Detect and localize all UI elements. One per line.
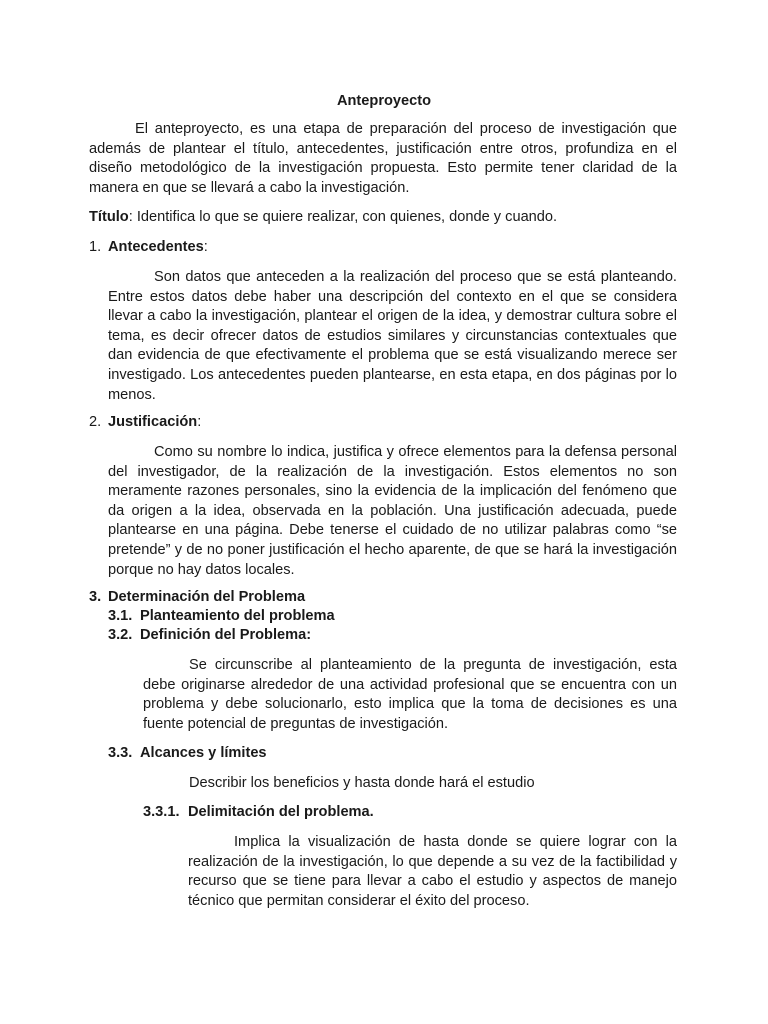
- sub331-heading: [143, 803, 374, 823]
- sub3-heading: [108, 744, 267, 764]
- determinacion-label: Determinación del Problema: [108, 589, 306, 605]
- intro-paragraph: El anteproyecto, es una etapa de preparación del proceso de investigación que además de plantear el título, antecedentes, justificación entre otros, profundiza en el diseño metodológico de la investigación propuesta. Esto permite tener claridad de la manera en que se llevará a cabo la investigación.: [89, 121, 677, 196]
- justificacion-number: 2.: [89, 414, 102, 430]
- justificacion-paragraph: Como su nombre lo indica, justifica y ofrece elementos para la defensa personal del investigador, de la realización de la investigación. Estos elementos no son meramente razones personales, sino la evidencia de la implicación del fenómeno que da origen a la idea, observada en la población. Una justificación adecuada, puede plantearse en una página. Debe tenerse el cuidado de no utilizar palabras como “se pretende” y de no poner justificación el hecho aparente, de que se hará la investigación porque no hay datos locales.: [108, 444, 677, 578]
- sub331-number: 3.3.1.: [143, 804, 180, 820]
- antecedentes-heading: [89, 238, 208, 258]
- justificacion-label: Justificación: [108, 414, 198, 430]
- antecedentes-number: 1.: [89, 239, 102, 255]
- titulo-text: : Identifica lo que se quiere realizar, con quienes, donde y cuando.: [128, 209, 558, 225]
- sub2-label: Definición del Problema:: [140, 627, 312, 643]
- sub2-number: 3.2.: [108, 627, 133, 643]
- sub3-label: Alcances y límites: [140, 745, 267, 761]
- sub1-heading: [108, 607, 335, 627]
- titulo-line: [89, 208, 557, 228]
- sub2-heading: [108, 626, 311, 646]
- sub331-label: Delimitación del problema.: [188, 804, 374, 820]
- justificacion-colon: :: [197, 414, 202, 430]
- page-title: Anteproyecto: [336, 93, 432, 109]
- sub3-text: Describir los beneficios y hasta donde hará el estudio: [189, 775, 535, 791]
- sub1-label: Planteamiento del problema: [140, 608, 335, 624]
- antecedentes-label: Antecedentes: [108, 239, 204, 255]
- sub1-number: 3.1.: [108, 608, 133, 624]
- justificacion-heading: [89, 413, 201, 433]
- determinacion-number: 3.: [89, 589, 102, 605]
- titulo-label: Título: [89, 209, 129, 225]
- determinacion-heading: [89, 588, 305, 608]
- sub2-paragraph: Se circunscribe al planteamiento de la pregunta de investigación, esta debe originarse alrededor de una actividad profesional que se encuentra con un problema y debe solucionarlo, esto implica que la toma de decisiones es una fuente potencial de preguntas de investigación.: [143, 657, 677, 732]
- sub331-paragraph: Implica la visualización de hasta donde se quiere lograr con la realización de la investigación, lo que depende a su vez de la factibilidad y recurso que se tiene para llevar a cabo el estudio y aspectos de manejo técnico que permitan considerar el éxito del proceso.: [188, 834, 677, 909]
- antecedentes-colon: :: [203, 239, 208, 255]
- sub3-number: 3.3.: [108, 745, 133, 761]
- antecedentes-paragraph: Son datos que anteceden a la realización del proceso que se está planteando. Entre estos datos debe haber una descripción del contexto en el que se considera llevar a cabo la investigación, plantear el origen de la idea, y demostrar cultura sobre el tema, es decir ofrecer datos de estudios similares y circunstancias contextuales que dan evidencia de que efectivamente el problema que se está visualizando merece ser investigado. Los antecedentes pueden plantearse, en esta etapa, en dos páginas por lo menos.: [108, 269, 677, 403]
